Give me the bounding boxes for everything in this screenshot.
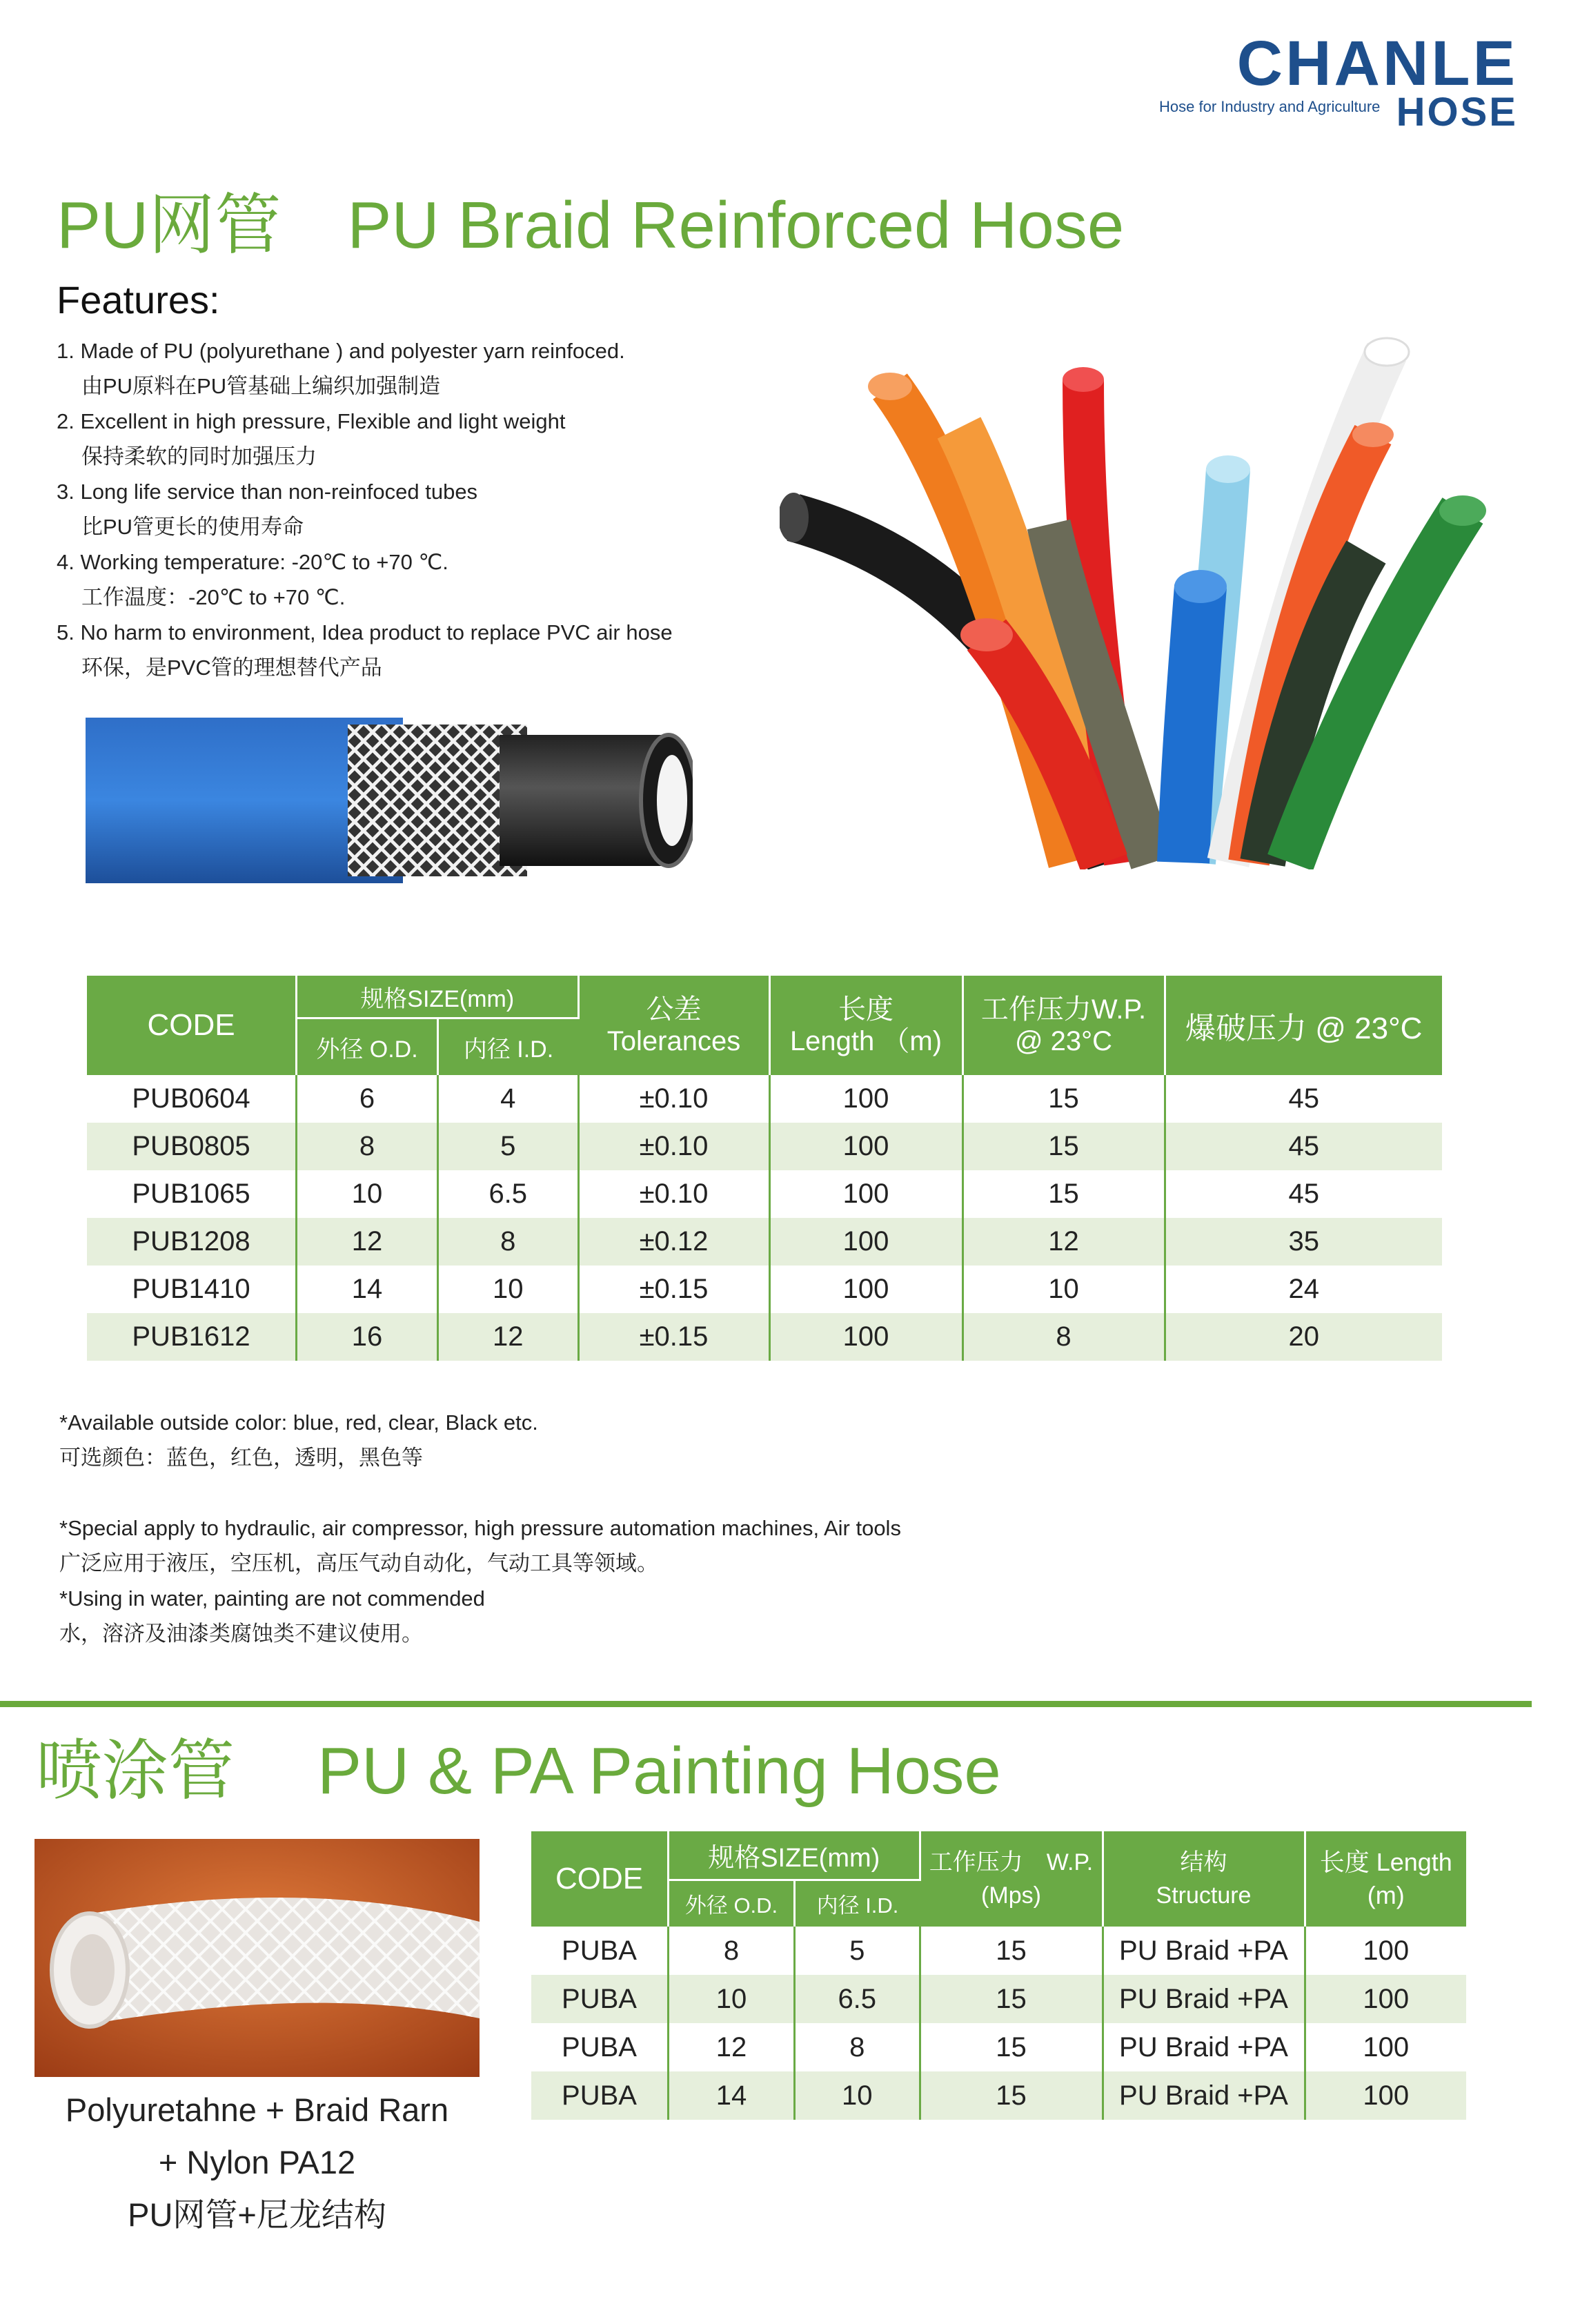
col-header-size: 规格SIZE(mm) [297, 976, 579, 1018]
col-header-structure [1103, 1831, 1305, 1927]
cell-od: 8 [297, 1123, 438, 1170]
cell-od: 6 [297, 1075, 438, 1123]
cell-code: PUBA [531, 1927, 669, 1975]
col-header-length-cn: 长度 [838, 994, 893, 1025]
brand-logo [1159, 28, 1518, 135]
braided-hose-cutaway-image [86, 714, 693, 887]
logo-tagline: Hose for Industry and Agriculture [1159, 98, 1381, 115]
cell-length: 100 [769, 1075, 962, 1123]
hose-bundle-image [780, 317, 1511, 869]
table-row [87, 1075, 1442, 1123]
note-line: 广泛应用于液压，空压机，高压气动自动化，气动工具等领域。 [59, 1551, 658, 1575]
cell-length: 100 [1363, 1935, 1410, 1966]
cell-id: 4 [438, 1075, 579, 1123]
feature-item-en: 2. Excellent in high pressure, Flexible and light weight [57, 409, 566, 433]
cell-id: 8 [795, 2023, 920, 2071]
logo-wordmark: CHANLE [1236, 28, 1518, 99]
note-line: 水，溶济及油漆类腐蚀类不建议使用。 [59, 1622, 423, 1646]
col-header-working-pressure [962, 976, 1165, 1075]
cell-id: 6.5 [795, 1975, 920, 2023]
table-row [531, 2071, 1466, 2120]
cell-wp: 15 [920, 2023, 1103, 2071]
section1-title-en: PU Braid Reinforced Hose [347, 188, 1125, 262]
cell-tolerance: ±0.10 [578, 1170, 769, 1218]
cell-od: 12 [297, 1218, 438, 1266]
section2-title-en: PU & PA Painting Hose [317, 1734, 1001, 1808]
cell-code: PUBA [531, 2023, 669, 2071]
cell-wp: 15 [962, 1075, 1165, 1123]
col-header-size: 规格SIZE(mm) [669, 1831, 920, 1880]
table-row [531, 2023, 1466, 2071]
cell-structure: PU Braid +PA [1103, 1975, 1305, 2023]
pu-braid-spec-table [87, 976, 1442, 1361]
cell-length: 100 [1363, 2031, 1410, 2062]
cell-length: 100 [1305, 1975, 1466, 2023]
cell-od: 8 [669, 1927, 795, 1975]
cell-tolerance: ±0.10 [578, 1075, 769, 1123]
cell-code: PUB1065 [87, 1170, 297, 1218]
cell-code: PUB0604 [87, 1075, 297, 1123]
logo-subword: HOSE [1396, 90, 1518, 135]
features-heading: Features: [57, 278, 220, 322]
cell-burst: 35 [1165, 1218, 1442, 1266]
feature-item-en: 4. Working temperature: -20℃ to +70 ℃. [57, 550, 448, 574]
col-header-length-cn: 长度 Length [1319, 1848, 1452, 1876]
cell-od: 12 [669, 2023, 795, 2071]
cell-od: 16 [297, 1313, 438, 1361]
note-line: *Special apply to hydraulic, air compressor, high pressure automation machines, Air tools [59, 1516, 901, 1540]
cell-wp: 10 [962, 1266, 1165, 1313]
cell-length: 100 [1305, 2071, 1466, 2120]
section2-title-cn: 喷涂管 [36, 1734, 235, 1808]
section-divider [0, 1701, 1532, 1707]
note-line: 可选颜色：蓝色，红色，透明，黑色等 [59, 1446, 423, 1470]
note-spacer [59, 1475, 1163, 1510]
col-header-length-en: (m) [1367, 1881, 1405, 1909]
col-header-wp-en: (Mps) [981, 1882, 1041, 1909]
col-header-wp-cn: 工作压力W.P. [980, 994, 1147, 1025]
col-header-wp-cn: 工作压力 W.P. [929, 1849, 1094, 1875]
cell-od: 14 [297, 1266, 438, 1313]
cell-tolerance: ±0.15 [578, 1266, 769, 1313]
feature-item-en: 5. No harm to environment, Idea product to replace PVC air hose [57, 620, 673, 644]
cell-length: 100 [769, 1266, 962, 1313]
feature-item-en: 1. Made of PU (polyurethane ) and polyester yarn reinfoced. [57, 339, 625, 363]
cell-id: 5 [795, 1927, 920, 1975]
cell-od: 10 [669, 1975, 795, 2023]
caption-line: + Nylon PA12 [158, 2144, 356, 2180]
col-header-code: CODE [531, 1831, 669, 1927]
cell-length: 100 [769, 1170, 962, 1218]
cell-length: 100 [769, 1218, 962, 1266]
painting-hose-caption [34, 2084, 480, 2241]
cell-code: PUB1208 [87, 1218, 297, 1266]
col-header-tolerance [578, 976, 769, 1075]
section1-title-cn: PU网管 [57, 188, 282, 262]
cell-tolerance: ±0.15 [578, 1313, 769, 1361]
note-line: *Available outside color: blue, red, clear, Black etc. [59, 1410, 538, 1435]
cell-id: 12 [438, 1313, 579, 1361]
caption-line: PU网管+尼龙结构 [128, 2196, 386, 2233]
cell-id: 10 [795, 2071, 920, 2120]
cell-od: 10 [297, 1170, 438, 1218]
cell-code: PUBA [531, 1975, 669, 2023]
cell-code: PUBA [531, 2071, 669, 2120]
col-header-length-en: Length （m) [789, 1025, 942, 1056]
table-row [87, 1313, 1442, 1361]
usage-notes [59, 1405, 1163, 1651]
caption-line: Polyuretahne + Braid Rarn [65, 2091, 449, 2128]
col-header-od: 外径 O.D. [297, 1018, 438, 1075]
cell-burst: 45 [1288, 1178, 1319, 1209]
cell-burst: 24 [1288, 1273, 1319, 1304]
col-header-tolerance-en: Tolerances [606, 1025, 741, 1056]
section2-title [36, 1718, 1001, 1813]
cell-wp: 15 [962, 1123, 1165, 1170]
col-header-length [1305, 1831, 1466, 1927]
col-header-structure-cn: 结构 [1180, 1849, 1227, 1875]
col-header-burst-pressure: 爆破压力 @ 23°C [1165, 976, 1442, 1075]
cell-burst: 20 [1165, 1313, 1442, 1361]
table-row [531, 1975, 1466, 2023]
cell-wp: 12 [962, 1218, 1165, 1266]
cell-wp: 15 [962, 1170, 1165, 1218]
feature-item-cn: 工作温度：-20℃ to +70 ℃. [81, 585, 346, 609]
feature-item-cn: 比PU管更长的使用寿命 [81, 515, 304, 539]
table-row [87, 1123, 1442, 1170]
feature-item-cn: 环保，是PVC管的理想替代产品 [81, 656, 382, 680]
table-row [87, 1218, 1442, 1266]
col-header-id: 内径 I.D. [795, 1880, 920, 1927]
cell-length: 100 [769, 1123, 962, 1170]
table-row [87, 1266, 1442, 1313]
cell-structure: PU Braid +PA [1103, 2023, 1305, 2071]
table-row [87, 1170, 1442, 1218]
cell-code: PUB1612 [87, 1313, 297, 1361]
cell-od: 14 [669, 2071, 795, 2120]
col-header-code: CODE [87, 976, 297, 1075]
cell-structure: PU Braid +PA [1103, 2071, 1305, 2120]
col-header-working-pressure [920, 1831, 1103, 1927]
feature-item-cn: 保持柔软的同时加强压力 [81, 444, 317, 469]
cell-tolerance: ±0.10 [578, 1123, 769, 1170]
cell-id: 5 [438, 1123, 579, 1170]
cell-id: 10 [438, 1266, 579, 1313]
cell-id: 8 [438, 1218, 579, 1266]
section1-title [57, 173, 1124, 267]
cell-wp: 8 [962, 1313, 1165, 1361]
cell-burst: 45 [1165, 1123, 1442, 1170]
table-row [531, 1927, 1466, 1975]
feature-item-en: 3. Long life service than non-reinfoced tubes [57, 480, 478, 504]
cell-wp: 15 [920, 1927, 1103, 1975]
col-header-structure-en: Structure [1156, 1882, 1252, 1909]
cell-structure: PU Braid +PA [1103, 1927, 1305, 1975]
cell-tolerance: ±0.12 [578, 1218, 769, 1266]
features-list [57, 333, 788, 685]
col-header-wp-en: @ 23°C [1014, 1025, 1113, 1056]
cell-code: PUB1410 [87, 1266, 297, 1313]
cell-length: 100 [769, 1313, 962, 1361]
hose-blue [1183, 587, 1201, 863]
col-header-od: 外径 O.D. [669, 1880, 795, 1927]
cell-burst: 45 [1288, 1083, 1319, 1114]
cell-wp: 15 [920, 2071, 1103, 2120]
cell-id: 6.5 [438, 1170, 579, 1218]
painting-hose-spec-table [531, 1831, 1466, 2120]
painting-hose-image [34, 1839, 480, 2077]
col-header-id: 内径 I.D. [438, 1018, 579, 1075]
feature-item-cn: 由PU原料在PU管基础上编织加强制造 [81, 374, 441, 398]
cell-code: PUB0805 [87, 1123, 297, 1170]
col-header-tolerance-cn: 公差 [646, 994, 702, 1025]
note-line: *Using in water, painting are not commended [59, 1586, 485, 1611]
cell-wp: 15 [920, 1975, 1103, 2023]
col-header-length [769, 976, 962, 1075]
